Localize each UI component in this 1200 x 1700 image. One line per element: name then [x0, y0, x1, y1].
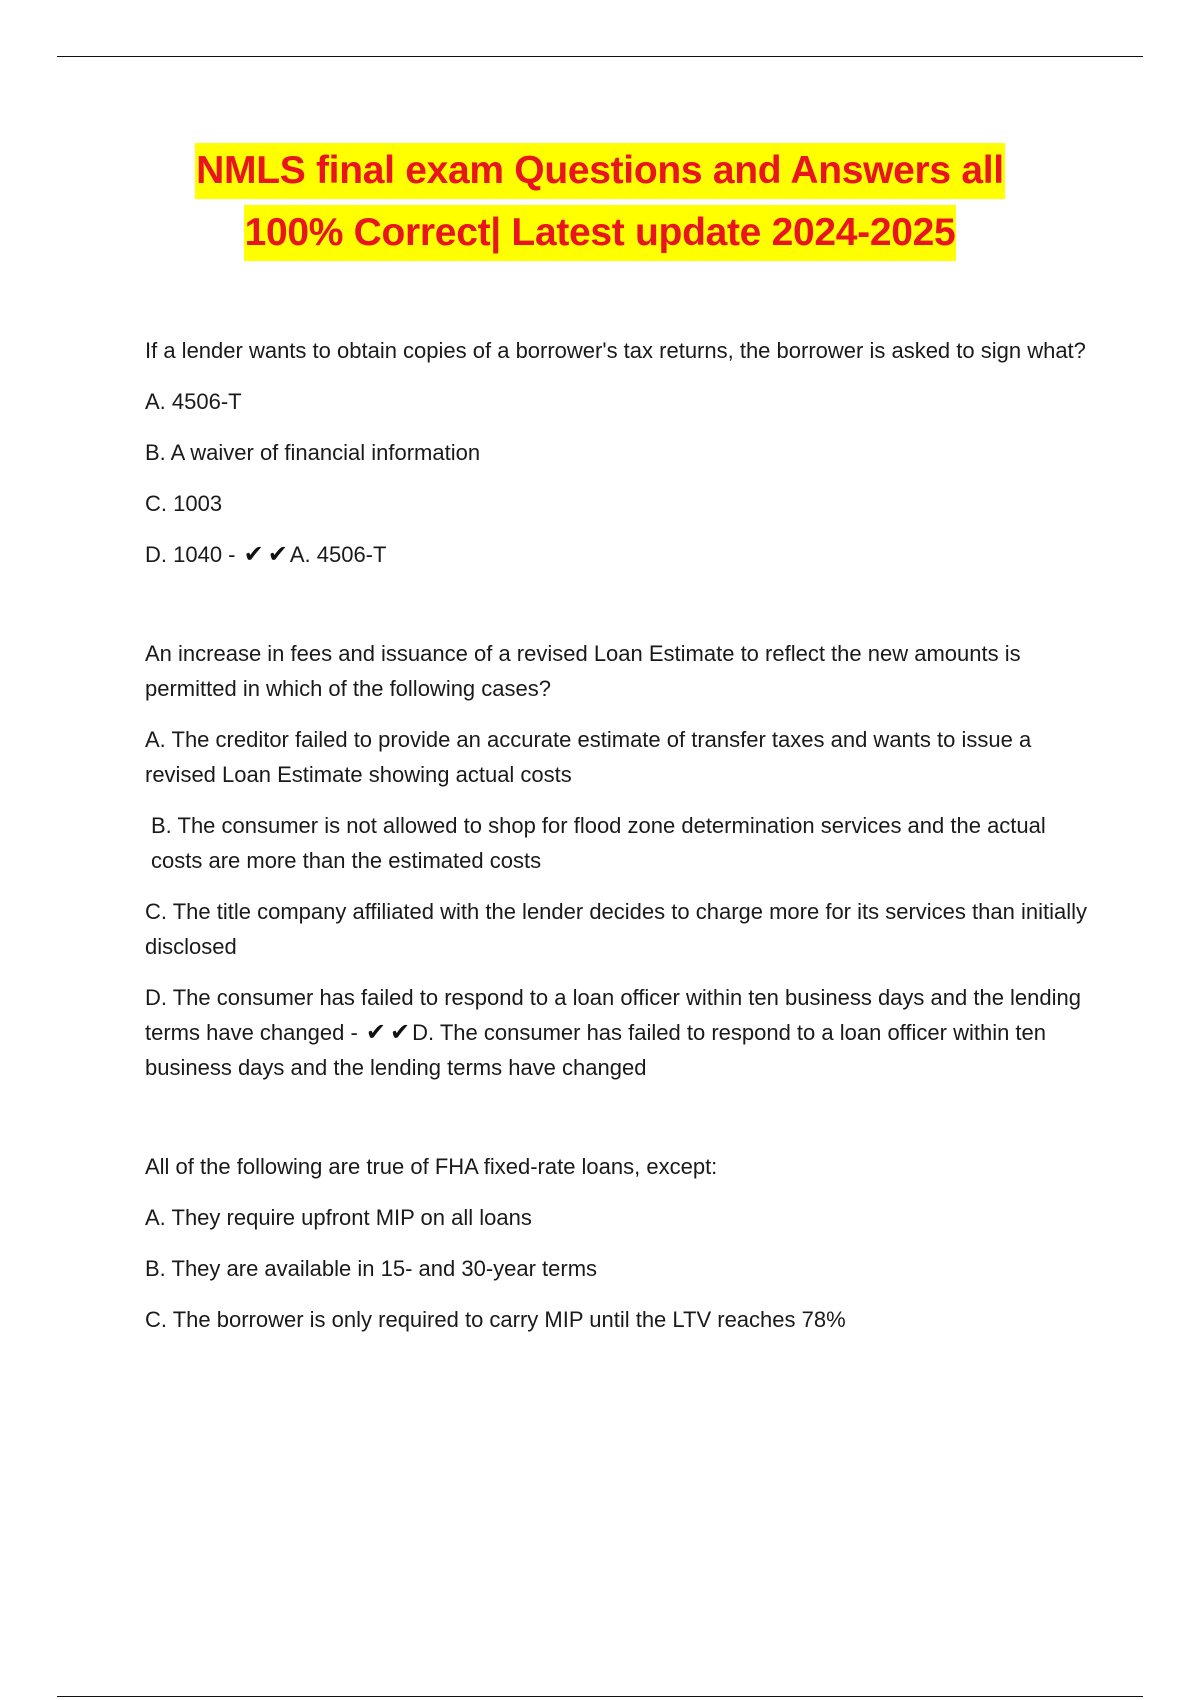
top-rule	[57, 56, 1143, 57]
check-icon: ✔	[267, 541, 288, 568]
answer-line	[145, 980, 1095, 1085]
option: B. A waiver of financial information	[145, 440, 481, 465]
check-icon: ✔	[365, 1019, 387, 1046]
answer-text: A. 4506-T	[289, 542, 387, 567]
question-stem: An increase in fees and issuance of a revised Loan Estimate to reflect the new amounts is permitted in which of the following cases?	[145, 641, 1021, 701]
question-2	[145, 636, 1095, 1085]
option: B. They are available in 15- and 30-year terms	[145, 1256, 598, 1281]
question-stem: If a lender wants to obtain copies of a borrower's tax returns, the borrower is asked to sign what?	[145, 338, 1086, 363]
check-icon: ✔	[390, 1019, 411, 1046]
option: C. The title company affiliated with the lender decides to charge more for its services than initially disclosed	[145, 899, 1087, 959]
answer-line	[145, 537, 1095, 572]
title-line-1: NMLS final exam Questions and Answers all	[195, 143, 1005, 199]
option: D. The consumer has failed to respond to a loan officer within ten business days and the lending terms have changed -	[145, 985, 1081, 1045]
question-1	[145, 333, 1095, 572]
option: A. 4506-T	[145, 389, 242, 414]
option: B. The consumer is not allowed to shop for flood zone determination services and the actual costs are more than the estimated costs	[151, 813, 1046, 873]
check-icon: ✔	[243, 541, 264, 568]
option: A. The creditor failed to provide an accurate estimate of transfer taxes and wants to issue a revised Loan Estimate showing actual costs	[145, 727, 1032, 787]
document-body	[145, 333, 1095, 1353]
title-line-2: 100% Correct| Latest update 2024-2025	[244, 205, 957, 261]
option: A. They require upfront MIP on all loans	[145, 1205, 532, 1230]
option: C. The borrower is only required to carry MIP until the LTV reaches 78%	[145, 1307, 846, 1332]
option: C. 1003	[145, 491, 223, 516]
question-stem: All of the following are true of FHA fixed-rate loans, except:	[145, 1154, 718, 1179]
bottom-rule	[57, 1696, 1143, 1697]
option: D. 1040 -	[145, 542, 236, 567]
question-3	[145, 1149, 1095, 1337]
document-title	[0, 143, 1200, 267]
answer-text: D. The consumer has failed to respond to a loan officer within ten business days and the lending terms have changed	[145, 1020, 1047, 1080]
